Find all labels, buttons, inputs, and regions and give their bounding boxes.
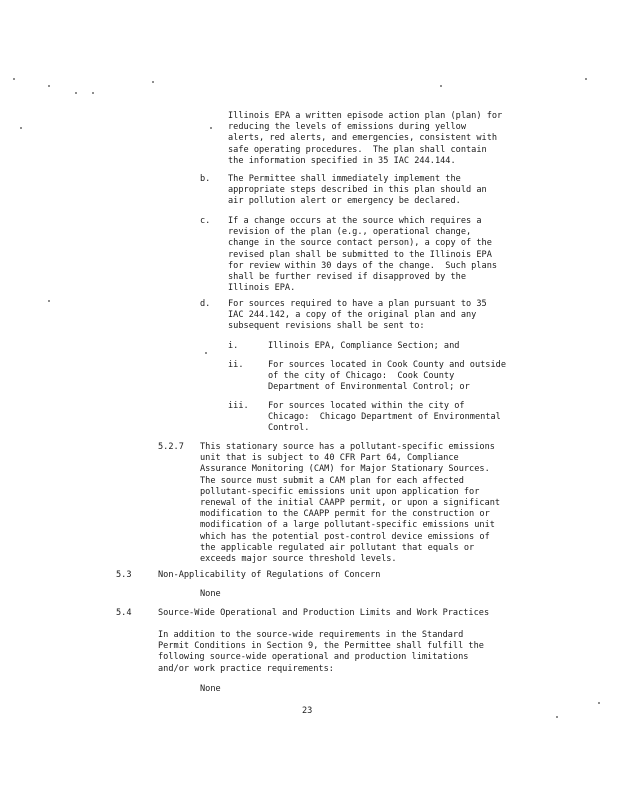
text-line: Illinois EPA. (228, 283, 296, 294)
text-line: the applicable regulated air pollutant that equals or (200, 542, 475, 553)
item-d-paragraph (228, 299, 487, 333)
text-line: unit that is subject to 40 CFR Part 64, Compliance (200, 453, 459, 464)
scan-speck (152, 81, 154, 83)
page-number: 23 (302, 706, 313, 716)
scan-speck (556, 716, 558, 718)
text-line: revision of the plan (e.g., operational change, (228, 227, 472, 238)
text-line: For sources required to have a plan pursuant to 35 (228, 299, 487, 309)
text-line: For sources located within the city of (268, 401, 465, 411)
scan-speck (585, 78, 587, 80)
text-line: appropriate steps described in this plan should an (228, 185, 487, 196)
text-line: and/or work practice requirements: (158, 663, 334, 674)
text-line: change in the source contact person), a copy of the (228, 238, 492, 249)
section-5-3-body: None (200, 589, 221, 599)
text-line: modification of a large pollutant-specific emissions unit (200, 520, 495, 531)
item-marker-c: c. (200, 216, 211, 226)
scan-speck (13, 78, 15, 80)
text-line: of the city of Chicago: Cook County (268, 371, 455, 382)
scan-speck (48, 85, 50, 87)
text-line: This stationary source has a pollutant-specific emissions (200, 442, 495, 452)
text-line: modification to the CAAPP permit for the construction or (200, 509, 490, 520)
subitem-ii-paragraph (268, 360, 506, 394)
subitem-marker-ii: ii. (228, 360, 244, 370)
text-line: Chicago: Chicago Department of Environmental (268, 412, 501, 423)
scan-speck (75, 92, 77, 94)
scan-speck (92, 92, 94, 94)
text-line: Illinois EPA, Compliance Section; and (268, 341, 460, 351)
text-line: Department of Environmental Control; or (268, 382, 470, 393)
scan-speck (598, 702, 600, 704)
scan-speck (20, 127, 22, 129)
text-line: reducing the levels of emissions during yellow (228, 122, 466, 133)
text-line: exceeds major source threshold levels. (200, 554, 397, 565)
scan-speck (48, 300, 50, 302)
text-line: shall be further revised if disapproved by the (228, 272, 466, 283)
section-5-2-7-paragraph (200, 442, 500, 565)
text-line: alerts, red alerts, and emergencies, consistent with (228, 133, 498, 144)
text-line: IAC 244.142, a copy of the original plan and any (228, 310, 477, 321)
text-line: which has the potential post-control device emissions of (200, 531, 490, 542)
subitem-marker-i: i. (228, 341, 239, 351)
text-line: In addition to the source-wide requirements in the Standard (158, 630, 464, 640)
text-line: Illinois EPA a written episode action plan (plan) for (228, 111, 503, 121)
text-line: Permit Conditions in Section 9, the Permittee shall fulfill the (158, 641, 484, 652)
text-line: air pollution alert or emergency be declared. (228, 196, 461, 207)
text-line: revised plan shall be submitted to the Illinois EPA (228, 249, 492, 260)
text-line: renewal of the initial CAAPP permit, or upon a significant (200, 498, 501, 509)
section-title-5-4: Source-Wide Operational and Production Limits and Work Practices (158, 608, 490, 618)
scan-speck (205, 352, 207, 354)
section-5-4-body: None (200, 684, 221, 694)
item-marker-d: d. (200, 299, 211, 309)
text-line: For sources located in Cook County and outside (268, 360, 506, 370)
text-line: pollutant-specific emissions unit upon application for (200, 486, 480, 497)
subitem-iii-paragraph (268, 401, 501, 435)
scan-speck (210, 127, 212, 129)
text-line: for review within 30 days of the change. Such plans (228, 260, 498, 271)
text-line: following source-wide operational and production limitations (158, 652, 469, 663)
scan-speck (440, 85, 442, 87)
section-number-5-3: 5.3 (116, 570, 132, 580)
text-line: subsequent revisions shall be sent to: (228, 321, 425, 332)
text-line: The Permittee shall immediately implement the (228, 174, 461, 184)
text-line: the information specified in 35 IAC 244.144. (228, 155, 456, 166)
item-c-paragraph (228, 216, 497, 294)
subitem-i-paragraph (268, 341, 459, 352)
text-line: If a change occurs at the source which requires a (228, 216, 482, 226)
section-title-5-3: Non-Applicability of Regulations of Concern (158, 570, 381, 580)
text-line: Control. (268, 423, 310, 434)
section-number-5-2-7: 5.2.7 (158, 442, 184, 452)
item-b-paragraph (228, 174, 487, 208)
section-5-4-paragraph (158, 630, 484, 675)
subitem-marker-iii: iii. (228, 401, 249, 411)
text-line: Assurance Monitoring (CAM) for Major Stationary Sources. (200, 464, 490, 475)
text-line: safe operating procedures. The plan shall contain (228, 144, 487, 155)
text-line: The source must submit a CAM plan for each affected (200, 475, 464, 486)
section-number-5-4: 5.4 (116, 608, 132, 618)
intro-paragraph (228, 111, 502, 167)
item-marker-b: b. (200, 174, 211, 184)
